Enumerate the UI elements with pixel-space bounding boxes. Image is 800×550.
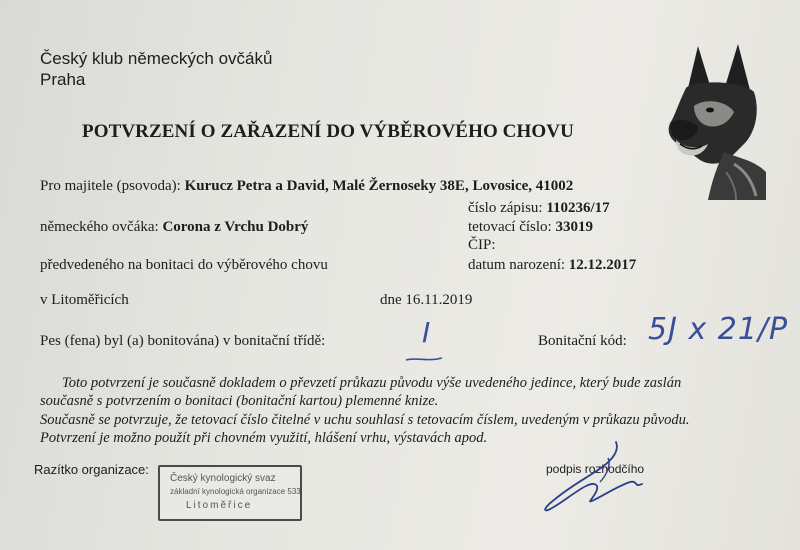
date-label: dne [380,292,402,308]
note-line-4: Potvrzení je možno použít při chovném využití, hlášení vrhu, výstavách apod. [40,430,488,446]
chip-row [468,237,496,254]
club-name-line2: Praha [40,70,86,89]
organization-stamp [158,465,302,521]
code-label: Bonitační kód: [538,333,627,349]
birth-value: 12.12.2017 [568,257,637,273]
owner-label: Pro majitele (psovoda): [40,178,181,194]
date-row [380,292,472,309]
stamp-line-2: základní kynologická organizace 533 [170,487,301,496]
dog-label: německého ovčáka: [40,219,159,235]
document-title: POTVRZENÍ O ZAŘAZENÍ DO VÝBĚROVÉHO CHOVU [82,121,574,142]
chip-label: ČIP: [468,237,496,253]
registration-row [468,200,610,217]
place-text: v Litoměřicích [40,292,129,308]
dog-row [40,219,308,236]
owner-value: Kurucz Petra a David, Malé Žernoseky 38E, Lovosice, 41002 [184,178,574,194]
tattoo-value: 33019 [555,219,593,235]
signature-label: podpis rozhodčího [546,462,645,476]
code-value: 5J x 21/P [648,312,789,347]
date-value: 16.11.2019 [405,292,473,308]
birth-label: datum narození: [468,257,566,273]
tattoo-row [468,219,593,236]
registration-label: číslo zápisu: [468,200,543,216]
class-value: I [422,316,431,349]
tattoo-label: tetovací číslo: [468,219,552,235]
club-name [40,48,272,90]
registration-value: 110236/17 [546,200,610,216]
class-underline [404,355,444,363]
referee-signature [538,438,658,518]
stamp-line-1: Český kynologický svaz [170,473,276,484]
birth-row [468,257,636,274]
note-line-1: Toto potvrzení je současně dokladem o převzetí průkazu původu výše uvedeného jedince, který bude zaslán [62,375,682,391]
dog-value: Corona z Vrchu Dobrý [162,219,309,235]
german-shepherd-logo [664,40,769,200]
presented-text: předvedeného na bonitaci do výběrového chovu [40,257,328,273]
stamp-label: Razítko organizace: [34,462,149,477]
class-label: Pes (fena) byl (a) bonitována) v bonitační třídě: [40,333,326,349]
owner-row [40,178,573,195]
stamp-line-3: Litoměřice [186,500,253,511]
club-name-line1: Český klub německých ovčáků [40,49,273,68]
note-line-2: současně s potvrzením o bonitaci (bonitační kartou) plemenné knize. [40,393,439,409]
note-line-3: Současně se potvrzuje, že tetovací číslo čitelné v uchu souhlasí s tetovacím číslem, uvedeným v průkazu původu. [40,412,690,428]
